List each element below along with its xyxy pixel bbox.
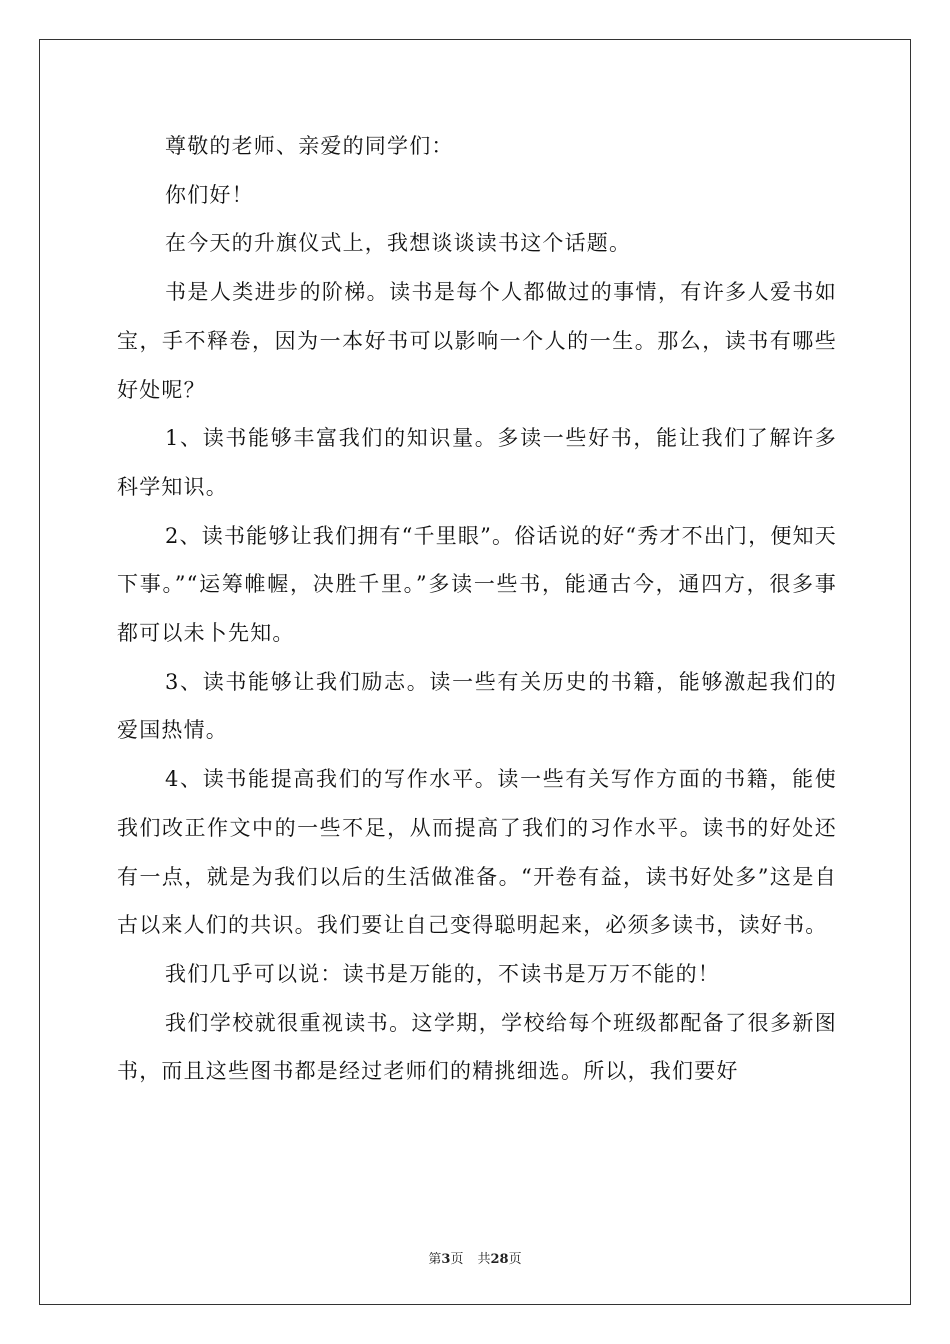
paragraph-greeting: 尊敬的老师、亲爱的同学们： <box>165 134 454 158</box>
paragraph-point-3: 3、读书能够让我们励志。读一些有关历史的书籍，能够激起我们的爱国热情。 <box>117 669 837 743</box>
page-number: 3 <box>441 1252 451 1267</box>
paragraph-point-2: 2、读书能够让我们拥有“千里眼”。俗话说的好“秀才不出门，便知天下事。”“运筹帷幄，决胜千里。”多读一些书，能通古今，通四方，很多事都可以未卜先知。 <box>117 523 837 646</box>
paragraph-point-4: 4、读书能提高我们的写作水平。读一些有关写作方面的书籍，能使我们改正作文中的一些不足，从而提高了我们的习作水平。读书的好处还有一点，就是为我们以后的生活做准备。“开卷有益，读书好处多”这是自古以来人们的共识。我们要让自己变得聪明起来，必须多读书，读好书。 <box>117 767 837 938</box>
paragraph-summary: 我们几乎可以说：读书是万能的，不读书是万万不能的！ <box>165 961 720 986</box>
paragraph-hello: 你们好！ <box>165 182 254 207</box>
total-suffix: 页 <box>508 1252 522 1267</box>
page-suffix: 页 <box>450 1252 464 1267</box>
page-footer <box>0 1248 950 1267</box>
paragraph-books-ladder: 书是人类进步的阶梯。读书是每个人都做过的事情，有许多人爱书如宝，手不释卷，因为一本好书可以影响一个人的一生。那么，读书有哪些好处呢？ <box>117 280 837 402</box>
document-body <box>117 122 837 1096</box>
paragraph-intro: 在今天的升旗仪式上，我想谈谈读书这个话题。 <box>165 231 632 256</box>
paragraph-school: 我们学校就很重视读书。这学期，学校给每个班级都配备了很多新图书，而且这些图书都是经过老师们的精挑细选。所以，我们要好 <box>117 1010 837 1084</box>
total-prefix: 共 <box>477 1252 491 1267</box>
total-pages: 28 <box>490 1252 509 1267</box>
page-prefix: 第 <box>428 1252 442 1267</box>
paragraph-point-1: 1、读书能够丰富我们的知识量。多读一些好书，能让我们了解许多科学知识。 <box>117 426 837 499</box>
